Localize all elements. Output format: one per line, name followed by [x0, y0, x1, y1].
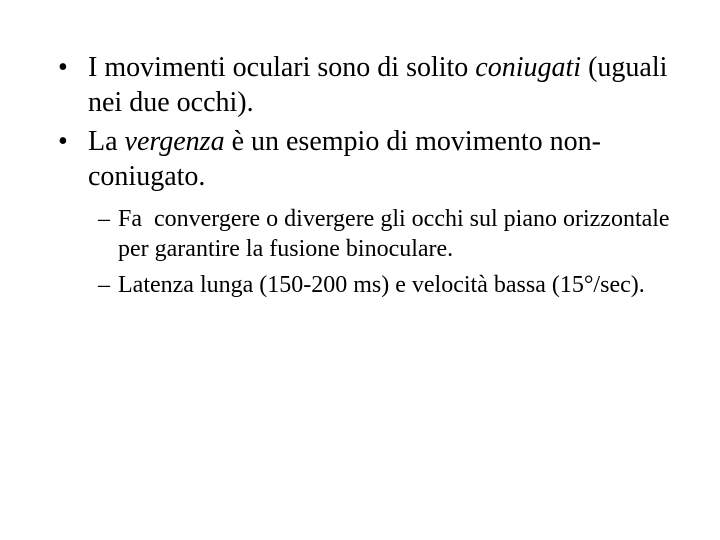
bullet-list [58, 50, 698, 306]
sub-bullet-list [98, 204, 698, 300]
sub-bullet-item-latency [98, 270, 698, 300]
bullet-text-after: è un esempio di movimento non-coniugato. [88, 126, 601, 192]
bullet-item-coniugati [58, 50, 698, 120]
bullet-emphasis: vergenza [124, 126, 225, 157]
bullet-marker: • [58, 126, 68, 157]
bullet-text-before: La [88, 126, 125, 157]
bullet-item-vergenza [58, 124, 698, 300]
sub-bullet-text: Fa convergere o divergere gli occhi sul piano orizzontale per garantire la fusione binoculare. [118, 206, 676, 262]
bullet-emphasis: coniugati [475, 52, 582, 83]
sub-bullet-marker: – [98, 272, 110, 298]
sub-bullet-item-convergence [98, 204, 698, 264]
sub-bullet-marker: – [98, 206, 110, 232]
bullet-marker: • [58, 52, 68, 83]
bullet-text-before: I movimenti oculari sono di solito [88, 52, 476, 83]
sub-bullet-text: Latenza lunga (150-200 ms) e velocità bassa (15°/sec). [118, 272, 645, 298]
bullet-text-after: (uguali nei due occhi). [88, 52, 668, 118]
